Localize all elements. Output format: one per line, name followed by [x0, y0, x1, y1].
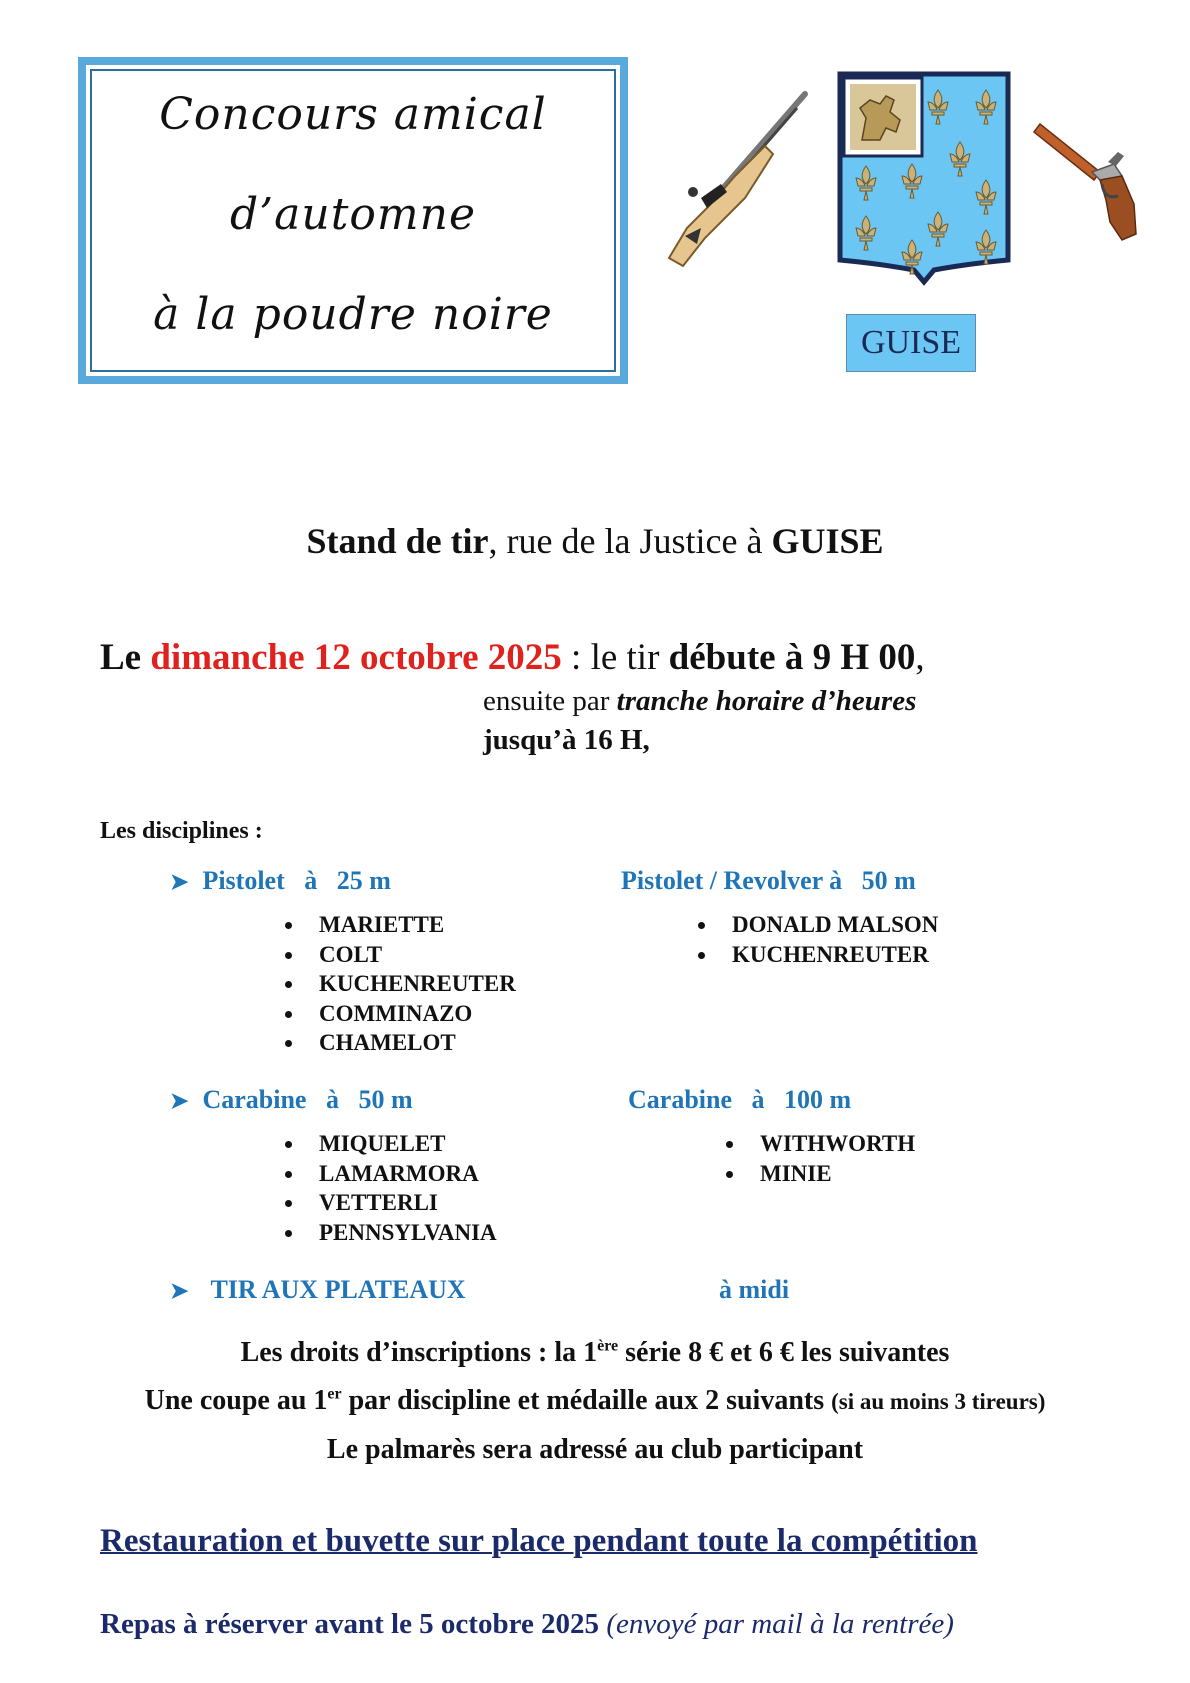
pistol-icon — [1030, 122, 1142, 244]
title-box — [78, 57, 628, 384]
list-item: WITHWORTH — [724, 1129, 915, 1159]
fees-superscript: ère — [597, 1337, 619, 1355]
schedule-sub-line — [483, 685, 916, 718]
venue-part-1: Stand de tir — [306, 521, 489, 561]
list-item: CHAMELOT — [283, 1028, 516, 1058]
rifle-icon — [665, 88, 815, 278]
list-item: COLT — [283, 940, 516, 970]
start-time: débute à 9 H 00 — [668, 637, 916, 678]
category-rifle-50 — [170, 1085, 413, 1115]
date-line — [100, 636, 925, 679]
catering-notice: Restauration et buvette sur place pendant toute la compétition — [100, 1523, 978, 1559]
arrow-bullet-icon: ➤ — [170, 869, 189, 894]
date-mid: : le tir — [561, 637, 669, 678]
pistol-25-list — [283, 910, 516, 1058]
category-plateaux-label: TIR AUX PLATEAUX — [210, 1275, 466, 1304]
awards-line — [0, 1385, 1190, 1417]
rifle-50-list — [283, 1129, 497, 1247]
title-line-3: à la poudre noire — [153, 289, 553, 340]
rifle-100-list — [724, 1129, 915, 1188]
list-item: MARIETTE — [283, 910, 516, 940]
list-item: KUCHENREUTER — [283, 969, 516, 999]
list-item: KUCHENREUTER — [696, 940, 938, 970]
fees-text-a: Les droits d’inscriptions : la 1 — [240, 1337, 598, 1368]
plateaux-time: à midi — [719, 1275, 790, 1304]
arrow-bullet-icon: ➤ — [170, 1278, 189, 1303]
schedule-end: jusqu’à 16 H, — [483, 724, 650, 756]
title-line-2: d’automne — [230, 189, 476, 240]
fees-text-b: série 8 € et 6 € les suivantes — [618, 1337, 950, 1368]
list-item: VETTERLI — [283, 1188, 497, 1218]
title-box-inner-border — [90, 69, 616, 372]
category-plateaux — [170, 1275, 466, 1305]
list-item: DONALD MALSON — [696, 910, 938, 940]
awards-superscript: er — [327, 1385, 342, 1403]
category-pistol-25-label: Pistolet à 25 m — [202, 866, 391, 895]
category-rifle-50-label: Carabine à 50 m — [202, 1085, 413, 1114]
list-item: COMMINAZO — [283, 999, 516, 1029]
category-pistol-25 — [170, 866, 391, 896]
date-suffix: , — [915, 637, 925, 678]
awards-note: (si au moins 3 tireurs) — [831, 1389, 1046, 1414]
category-rifle-100: Carabine à 100 m — [628, 1085, 852, 1114]
pistol-50-list — [696, 910, 938, 969]
schedule-sub-italic: tranche horaire d’heures — [616, 685, 917, 717]
registration-fees — [0, 1337, 1190, 1369]
list-item: PENNSYLVANIA — [283, 1218, 497, 1248]
list-item: MIQUELET — [283, 1129, 497, 1159]
schedule-sub-prefix: ensuite par — [483, 685, 617, 717]
arrow-bullet-icon: ➤ — [170, 1088, 189, 1113]
venue-line — [0, 520, 1190, 562]
meal-main: Repas à réserver avant le 5 octobre 2025 — [100, 1608, 600, 1640]
awards-text-a: Une coupe au 1 — [144, 1385, 328, 1416]
list-item: LAMARMORA — [283, 1159, 497, 1189]
category-pistol-revolver-50: Pistolet / Revolver à 50 m — [621, 866, 916, 895]
venue-part-2: , rue de la Justice à — [488, 521, 772, 561]
town-label-guise: GUISE — [846, 314, 976, 372]
disciplines-heading: Les disciplines : — [100, 818, 263, 844]
event-date: dimanche 12 octobre 2025 — [150, 637, 562, 678]
awards-text-b: par discipline et médaille aux 2 suivants — [341, 1385, 832, 1416]
palmares-line: Le palmarès sera adressé au club participant — [326, 1434, 864, 1465]
list-item: MINIE — [724, 1159, 915, 1189]
date-prefix: Le — [100, 637, 151, 678]
title-line-1: Concours amical — [159, 89, 547, 140]
meal-reservation — [100, 1608, 954, 1641]
coat-of-arms-icon — [836, 70, 1012, 286]
meal-note: (envoyé par mail à la rentrée) — [606, 1608, 954, 1640]
venue-part-3: GUISE — [771, 521, 884, 561]
